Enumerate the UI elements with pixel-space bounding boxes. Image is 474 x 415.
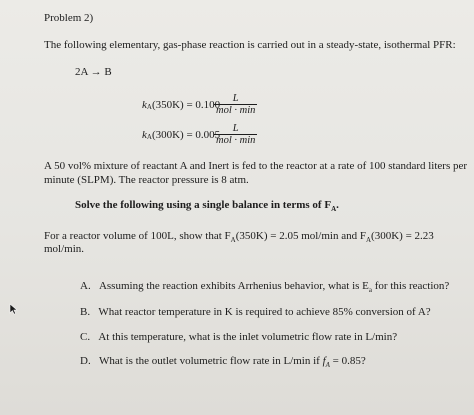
question-text: Assuming the reaction exhibits Arrhenius behavior, what is E	[98, 280, 369, 292]
unit-numerator: L	[232, 123, 239, 134]
question-text: What is the outlet volumetric flow rate in L/min if	[98, 355, 323, 367]
question-letter: B.	[80, 306, 91, 318]
feed-description-line1: A 50 vol% mixture of reactant A and Inert is fed to the reactor at a rate of 100 standard liters per	[44, 160, 468, 172]
question-text-end: for this reaction?	[372, 280, 450, 292]
volume-statement-line1	[44, 230, 434, 247]
question-variable: f	[322, 355, 326, 367]
mouse-pointer-icon	[9, 302, 18, 320]
solve-instruction-period: .	[336, 199, 339, 211]
question-variable-subscript: A	[325, 361, 330, 370]
rate-constant-symbol: k	[142, 129, 147, 141]
feed-description-line2: minute (SLPM). The reactor pressure is 8 atm.	[44, 174, 249, 186]
question-letter: A.	[80, 280, 91, 292]
question-letter: C.	[80, 331, 91, 343]
volume-statement-line2: mol/min.	[44, 243, 85, 255]
unit-denominator: mol · min	[216, 105, 256, 116]
problem-intro: The following elementary, gas-phase reaction is carried out in a steady-state, isothermal PFR:	[44, 39, 456, 51]
question-d	[80, 355, 366, 372]
volume-subscript-1: A	[230, 236, 236, 245]
rate-constant-300k	[142, 129, 220, 143]
question-text: What reactor temperature in K is required to achieve 85% conversion of A?	[98, 306, 431, 318]
question-subscript: a	[368, 286, 372, 295]
volume-text-start: For a reactor volume of 100L, show that F	[44, 230, 231, 242]
rate-constant-subscript: A	[146, 133, 152, 141]
reaction-equation: 2A → B	[75, 66, 112, 78]
rate-constant-unit-300k	[214, 123, 257, 146]
solve-instruction-subscript: A	[331, 205, 337, 214]
rate-constant-value: (350K) = 0.100	[151, 99, 221, 111]
question-a	[80, 280, 449, 297]
question-c	[80, 331, 397, 344]
rate-constant-350k	[142, 99, 220, 113]
question-letter: D.	[80, 355, 91, 367]
volume-subscript-2: A	[365, 236, 372, 245]
rate-constant-subscript: A	[146, 103, 152, 111]
question-b	[80, 306, 431, 319]
solve-instruction	[75, 199, 339, 216]
unit-denominator: mol · min	[216, 135, 256, 146]
rate-constant-symbol: k	[142, 99, 147, 111]
unit-numerator: L	[232, 93, 239, 104]
question-text-end: = 0.85?	[329, 355, 366, 367]
rate-constant-value: (300K) = 0.005	[151, 129, 221, 141]
volume-text-mid: (350K) = 2.05 mol/min and F	[235, 230, 366, 242]
solve-instruction-text: Solve the following using a single balance in terms of F	[75, 199, 332, 211]
question-text: At this temperature, what is the inlet volumetric flow rate in L/min?	[98, 331, 398, 343]
rate-constant-unit-350k	[214, 93, 257, 116]
problem-title: Problem 2)	[44, 12, 94, 24]
volume-text-end: (300K) = 2.23	[371, 230, 434, 242]
